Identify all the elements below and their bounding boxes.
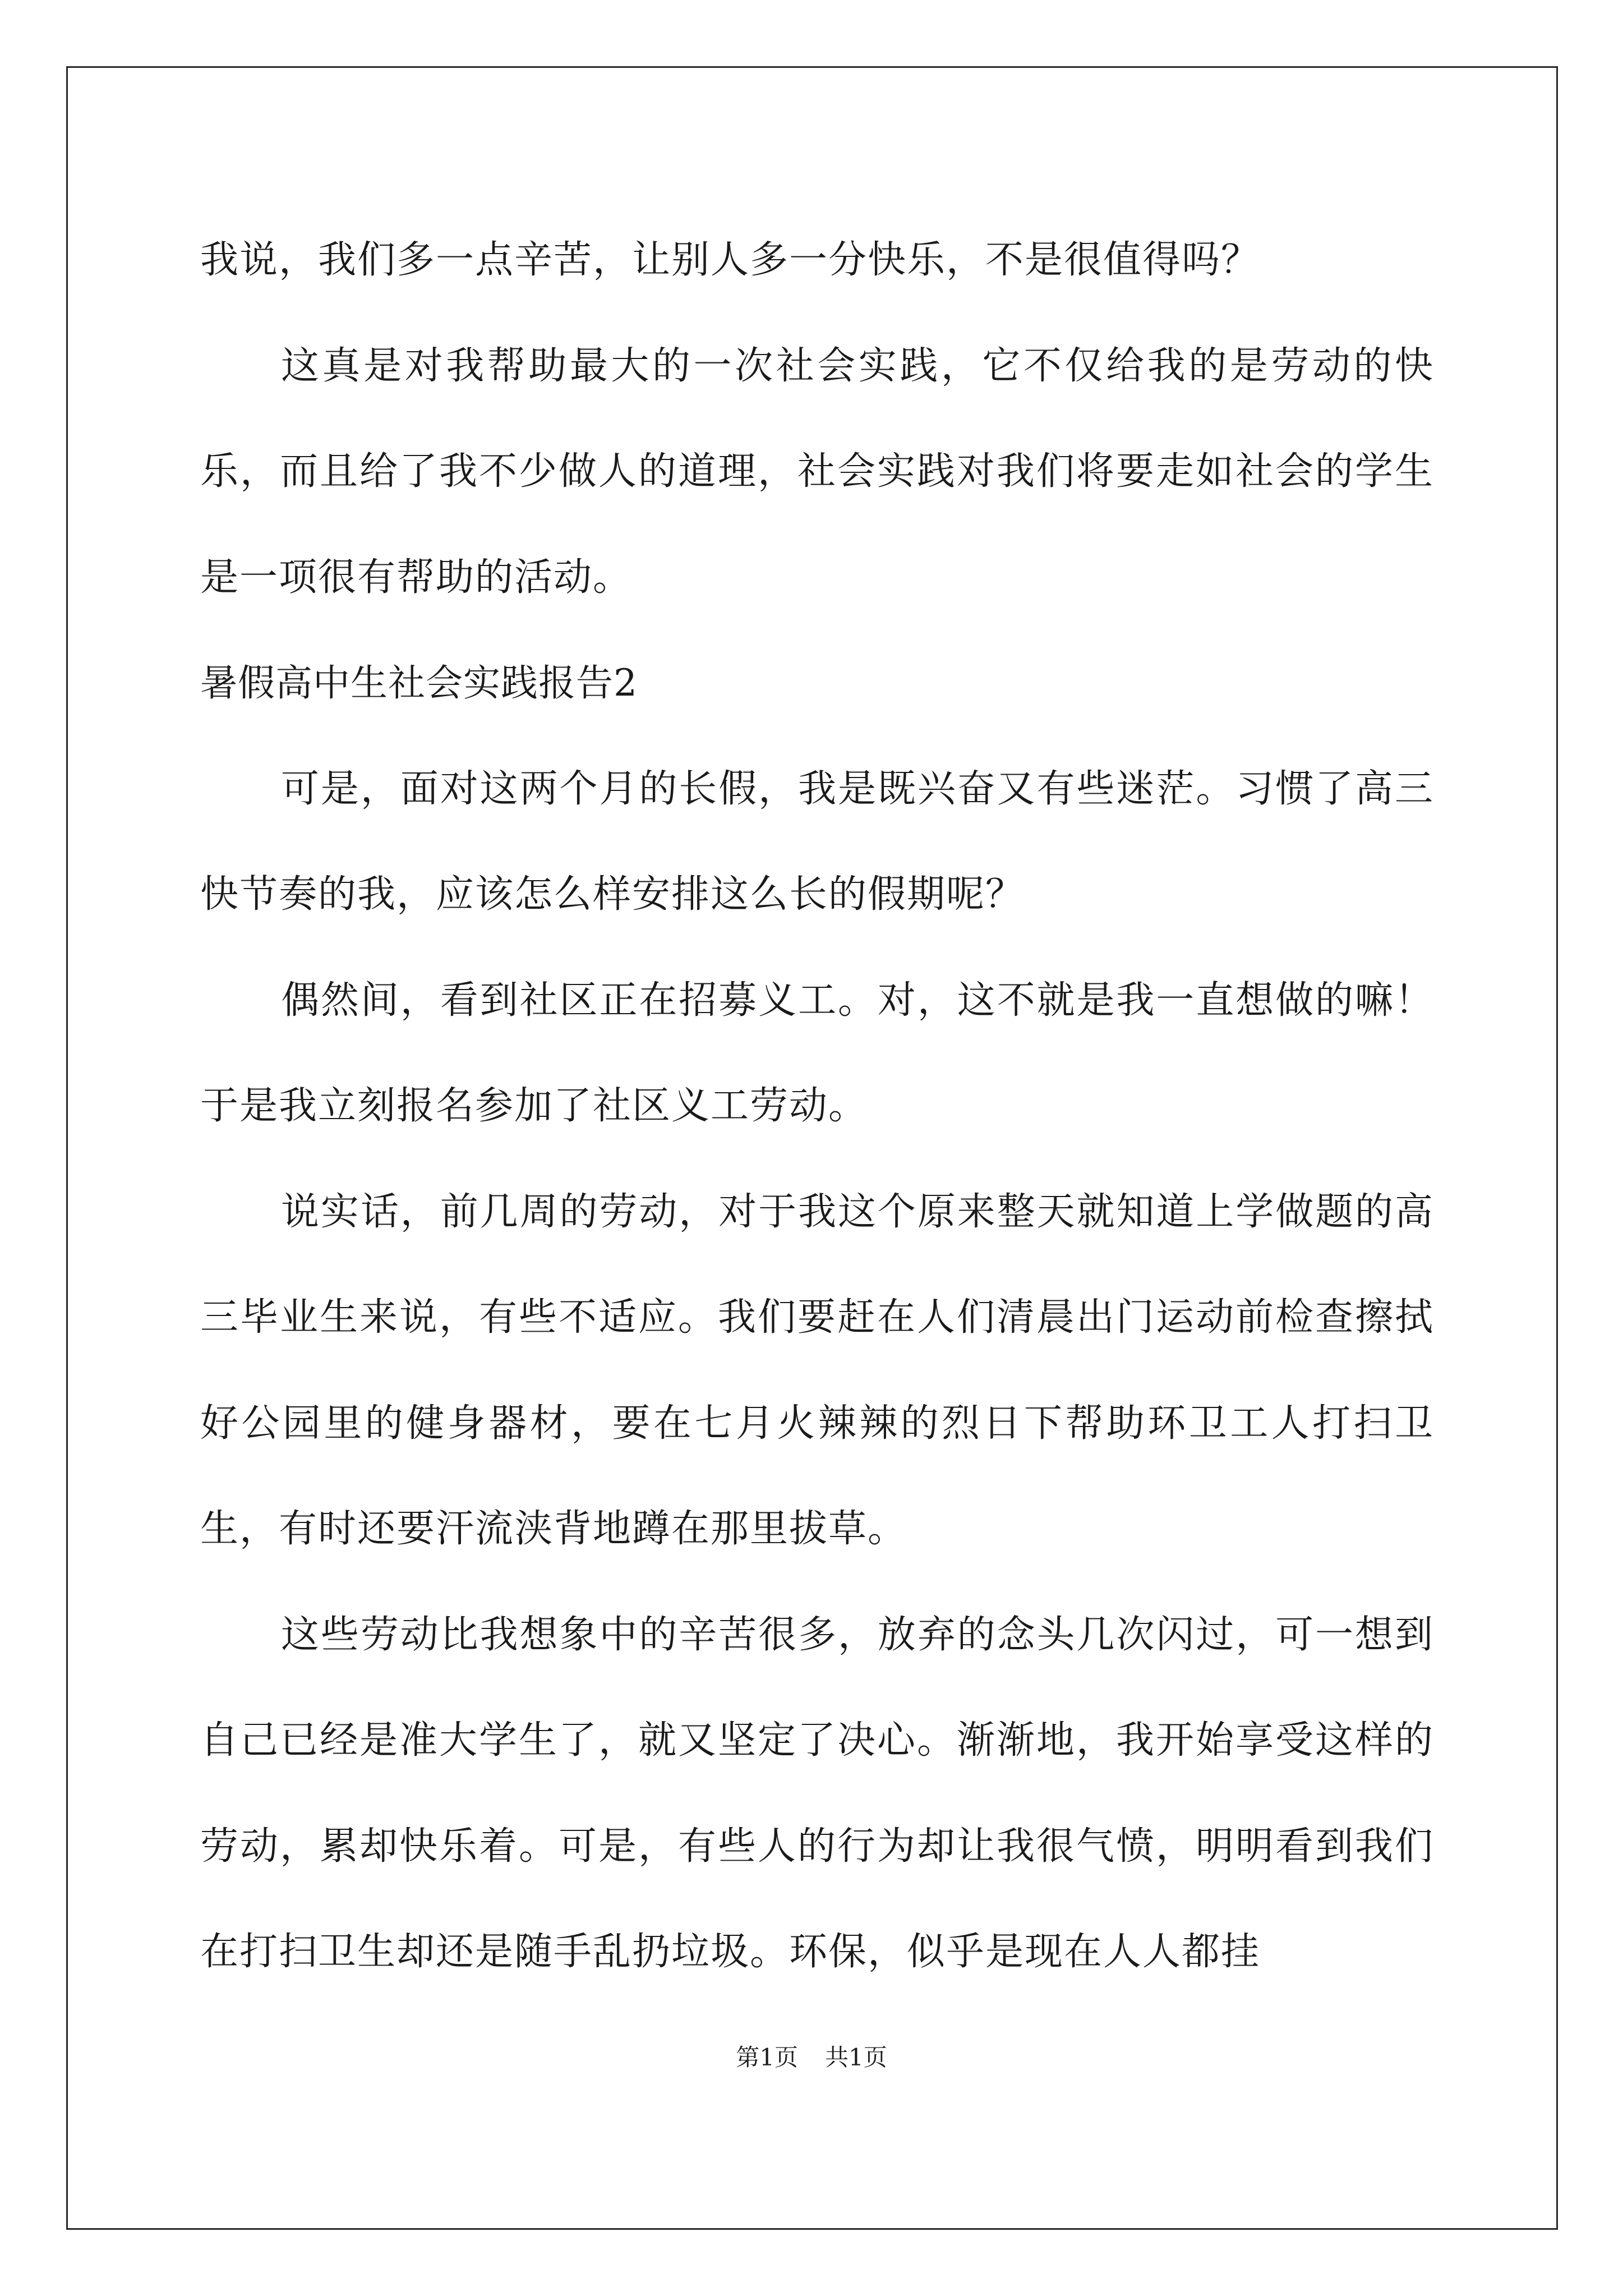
paragraph-2: 这真是对我帮助最大的一次社会实践，它不仅给我的是劳动的快乐，而且给了我不少做人的道理，社会实践对我们将要走如社会的学生是一项很有帮助的活动。 xyxy=(200,343,1434,600)
paragraph-6: 这些劳动比我想象中的辛苦很多，放弃的念头几次闪过，可一想到自己已经是准大学生了，就又坚定了决心。渐渐地，我开始享受这样的劳动，累却快乐着。可是，有些人的行为却让我很气愤，明明看到我们在打扫卫生却还是随手乱扔垃圾。环保，似乎是现在人人都挂 xyxy=(200,1612,1434,1974)
paragraph-1: 我说，我们多一点辛苦，让别人多一分快乐，不是很值得吗？ xyxy=(200,238,1261,282)
page-number-current: 第1页 xyxy=(736,2044,798,2071)
document-body xyxy=(200,208,1434,2005)
paragraph-5: 说实话，前几周的劳动，对于我这个原来整天就知道上学做题的高三毕业生来说，有些不适应。我们要赶在人们清晨出门运动前检查擦拭好公园里的健身器材，要在七月火辣辣的烈日下帮助环卫工人打扫卫生，有时还要汗流浃背地蹲在那里拔草。 xyxy=(200,1189,1434,1551)
page-footer xyxy=(0,2039,1623,2073)
paragraph-3: 可是，面对这两个月的长假，我是既兴奋又有些迷茫。习惯了高三快节奏的我，应该怎么样安排这么长的假期呢？ xyxy=(200,766,1434,917)
section-heading: 暑假高中生社会实践报告2 xyxy=(200,661,638,705)
paragraph-4: 偶然间，看到社区正在招募义工。对，这不就是我一直想做的嘛！于是我立刻报名参加了社区义工劳动。 xyxy=(200,978,1434,1128)
page-number-total: 共1页 xyxy=(825,2044,887,2071)
